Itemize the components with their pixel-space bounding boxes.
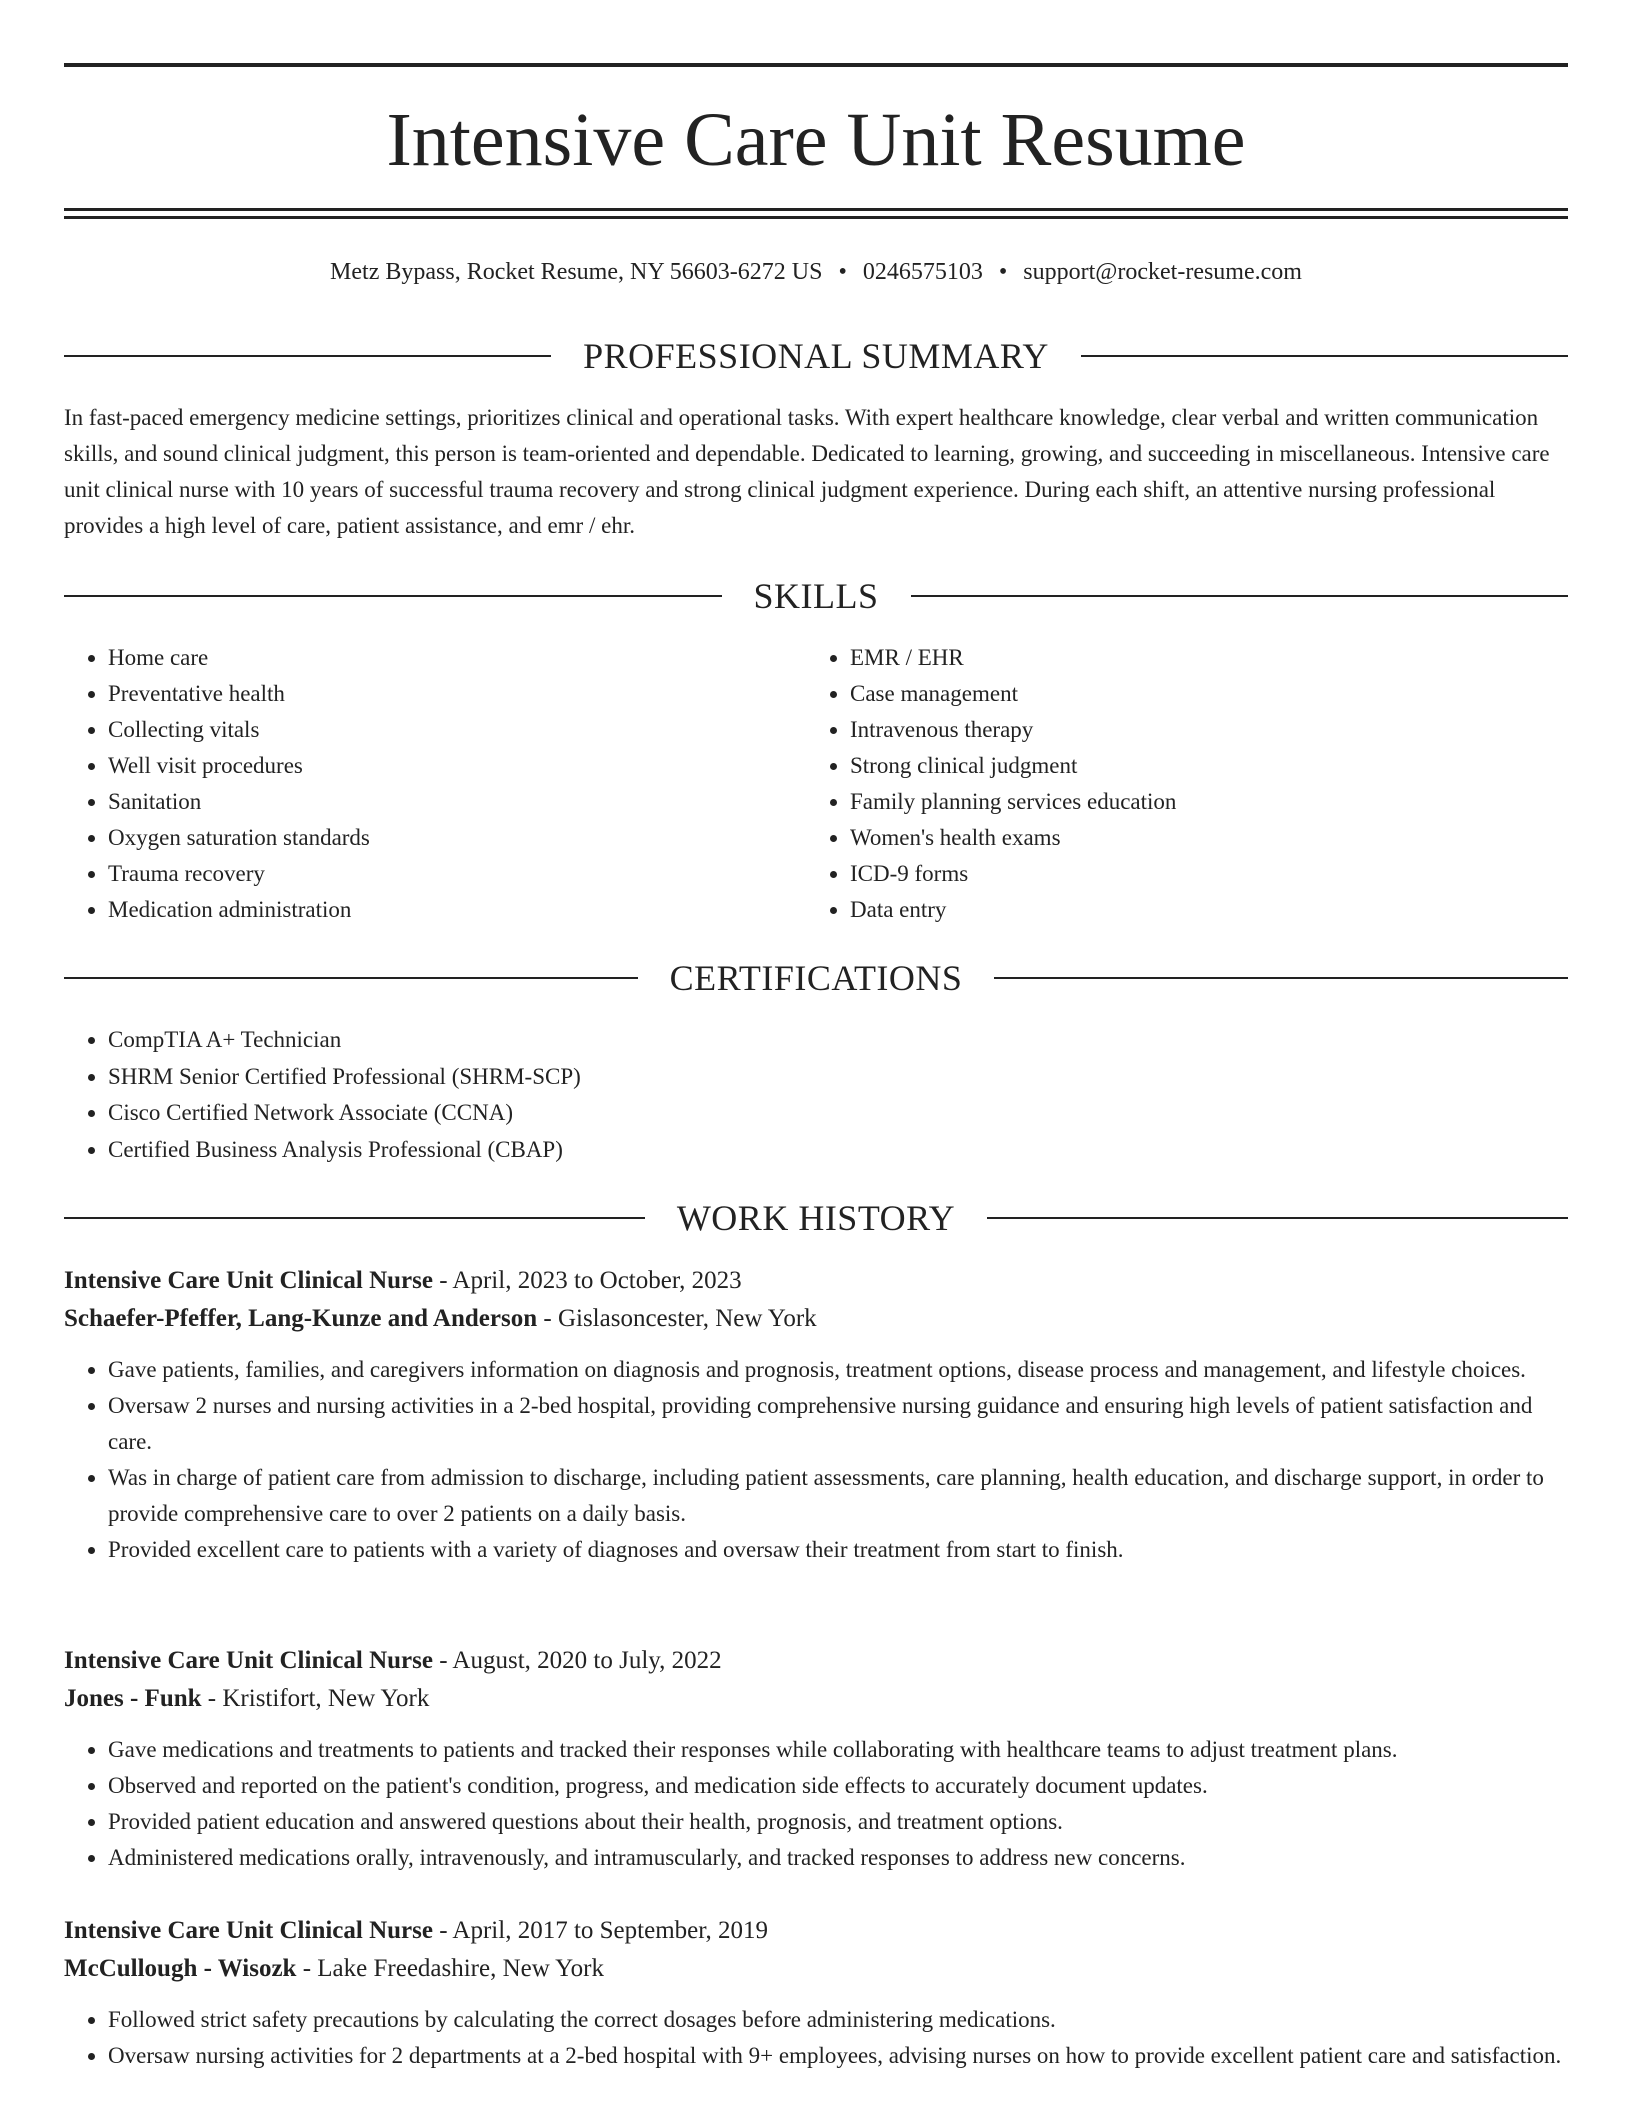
job-bullet-item: • Provided excellent care to patients with a variety of diagnoses and oversaw their treatment from start to finish.	[108, 1532, 1568, 1568]
certification-item: • CompTIA A+ Technician	[108, 1022, 1568, 1059]
section-rule	[1081, 355, 1568, 357]
job-dates: - August, 2020 to July, 2022	[439, 1647, 722, 1674]
skill-item: • Sanitation	[108, 784, 764, 820]
skill-item: • Well visit procedures	[108, 748, 764, 784]
contact-separator: •	[998, 259, 1008, 285]
skill-item: • Intravenous therapy	[850, 712, 1506, 748]
contact-separator: •	[838, 259, 847, 285]
job-bullet-item: • Oversaw nursing activities for 2 departments at a 2-bed hospital with 9+ employees, advising nurses on how to provide excellent patient care and satisfaction.	[108, 2038, 1568, 2074]
job-bullet-item: • Observed and reported on the patient's condition, progress, and medication side effects to accurately document updates.	[108, 1768, 1568, 1804]
job-title-line	[64, 1912, 1568, 1950]
certifications-block	[64, 1022, 1568, 1168]
certification-item: • Cisco Certified Network Associate (CCNA)	[108, 1095, 1568, 1132]
section-title-summary: PROFESSIONAL SUMMARY	[583, 336, 1049, 376]
top-rule	[64, 63, 1568, 67]
certification-item: • SHRM Senior Certified Professional (SHRM-SCP)	[108, 1059, 1568, 1096]
skill-item: • Preventative health	[108, 676, 764, 712]
section-rule	[64, 1217, 645, 1219]
job-bullet-item: • Followed strict safety precautions by calculating the correct dosages before administering medications.	[108, 2002, 1568, 2038]
resume-title: Intensive Care Unit Resume	[386, 98, 1246, 182]
job-entry	[64, 1912, 1568, 2074]
job-location: - Gislasoncester, New York	[543, 1305, 817, 1332]
job-employer: Jones - Funk	[64, 1685, 202, 1712]
section-rule	[64, 355, 551, 357]
skills-list-right	[806, 640, 1506, 928]
skill-item: • Strong clinical judgment	[850, 748, 1506, 784]
job-bullet-item: • Administered medications orally, intravenously, and intramuscularly, and tracked responses to address new concerns.	[108, 1840, 1568, 1876]
section-title-certifications: CERTIFICATIONS	[669, 958, 963, 998]
job-bullet-item: • Gave patients, families, and caregivers information on diagnosis and prognosis, treatment options, disease process and management, and lifestyle choices.	[108, 1352, 1568, 1388]
job-title-line	[64, 1262, 1568, 1300]
skill-item: • EMR / EHR	[850, 640, 1506, 676]
job-entry	[64, 1262, 1568, 1568]
skill-item: • Case management	[850, 676, 1506, 712]
skills-column-right	[806, 640, 1506, 928]
section-rule	[987, 1217, 1568, 1219]
job-employer: Schaefer-Pfeffer, Lang-Kunze and Anderson	[64, 1305, 538, 1332]
skill-item: • Family planning services education	[850, 784, 1506, 820]
skill-item: • Trauma recovery	[108, 856, 764, 892]
contact-phone: 0246575103	[862, 259, 983, 285]
title-rule-lower	[64, 216, 1568, 219]
job-bullet-item: • Was in charge of patient care from admission to discharge, including patient assessments, care planning, health education, and discharge support, in order to provide comprehensive care to over 2 patients on a daily basis.	[108, 1460, 1568, 1532]
job-role: Intensive Care Unit Clinical Nurse	[64, 1917, 433, 1944]
job-employer: McCullough - Wisozk	[64, 1955, 297, 1982]
job-bullet-item: • Oversaw 2 nurses and nursing activities in a 2-bed hospital, providing comprehensive nursing guidance and ensuring high levels of patient satisfaction and care.	[108, 1388, 1568, 1460]
section-header-skills	[64, 574, 1568, 618]
skill-item: • Collecting vitals	[108, 712, 764, 748]
skill-item: • ICD-9 forms	[850, 856, 1506, 892]
job-employer-line	[64, 1300, 1568, 1338]
skill-item: • Home care	[108, 640, 764, 676]
job-bullets	[64, 2002, 1568, 2074]
section-header-certifications	[64, 956, 1568, 1000]
job-bullets	[64, 1732, 1568, 1876]
contact-address: Metz Bypass, Rocket Resume, NY 56603-6272 US	[330, 259, 823, 285]
title-rule-upper	[64, 208, 1568, 211]
job-title-line	[64, 1642, 1568, 1680]
section-rule	[64, 595, 722, 597]
certifications-list	[64, 1022, 1568, 1168]
section-title-work: WORK HISTORY	[676, 1198, 956, 1238]
section-rule	[911, 595, 1569, 597]
section-header-work	[64, 1196, 1568, 1240]
section-rule	[994, 977, 1568, 979]
section-header-summary	[64, 334, 1568, 378]
section-title-skills: SKILLS	[753, 576, 879, 616]
job-entry	[64, 1642, 1568, 1876]
job-bullet-item: • Provided patient education and answered questions about their health, prognosis, and treatment options.	[108, 1804, 1568, 1840]
skills-column-left	[64, 640, 764, 928]
job-role: Intensive Care Unit Clinical Nurse	[64, 1647, 433, 1674]
contact-email: support@rocket-resume.com	[1023, 259, 1302, 285]
job-bullet-item: • Gave medications and treatments to patients and tracked their responses while collaborating with healthcare teams to adjust treatment plans.	[108, 1732, 1568, 1768]
skill-item: • Women's health exams	[850, 820, 1506, 856]
job-bullets	[64, 1352, 1568, 1568]
job-location: - Lake Freedashire, New York	[302, 1955, 605, 1982]
job-role: Intensive Care Unit Clinical Nurse	[64, 1267, 433, 1294]
skill-item: • Data entry	[850, 892, 1506, 928]
job-employer-line	[64, 1950, 1568, 1988]
section-rule	[64, 977, 638, 979]
job-location: - Kristifort, New York	[207, 1685, 430, 1712]
skill-item: • Oxygen saturation standards	[108, 820, 764, 856]
contact-line	[64, 254, 1568, 290]
job-employer-line	[64, 1680, 1568, 1718]
job-dates: - April, 2023 to October, 2023	[439, 1267, 742, 1294]
job-dates: - April, 2017 to September, 2019	[439, 1917, 769, 1944]
skill-item: • Medication administration	[108, 892, 764, 928]
summary-paragraph: In fast-paced emergency medicine settings, prioritizes clinical and operational tasks. With expert healthcare knowledge, clear verbal and written communication skills, and sound clinical judgment, this person is team-oriented and dependable. Dedicated to learning, growing, and succeeding in miscellaneous. Intensive care unit clinical nurse with 10 years of successful trauma recovery and strong clinical judgment experience. During each shift, an attentive nursing professional provides a high level of care, patient assistance, and emr / ehr.	[64, 405, 1550, 538]
certification-item: • Certified Business Analysis Professional (CBAP)	[108, 1132, 1568, 1169]
skills-list-left	[64, 640, 764, 928]
